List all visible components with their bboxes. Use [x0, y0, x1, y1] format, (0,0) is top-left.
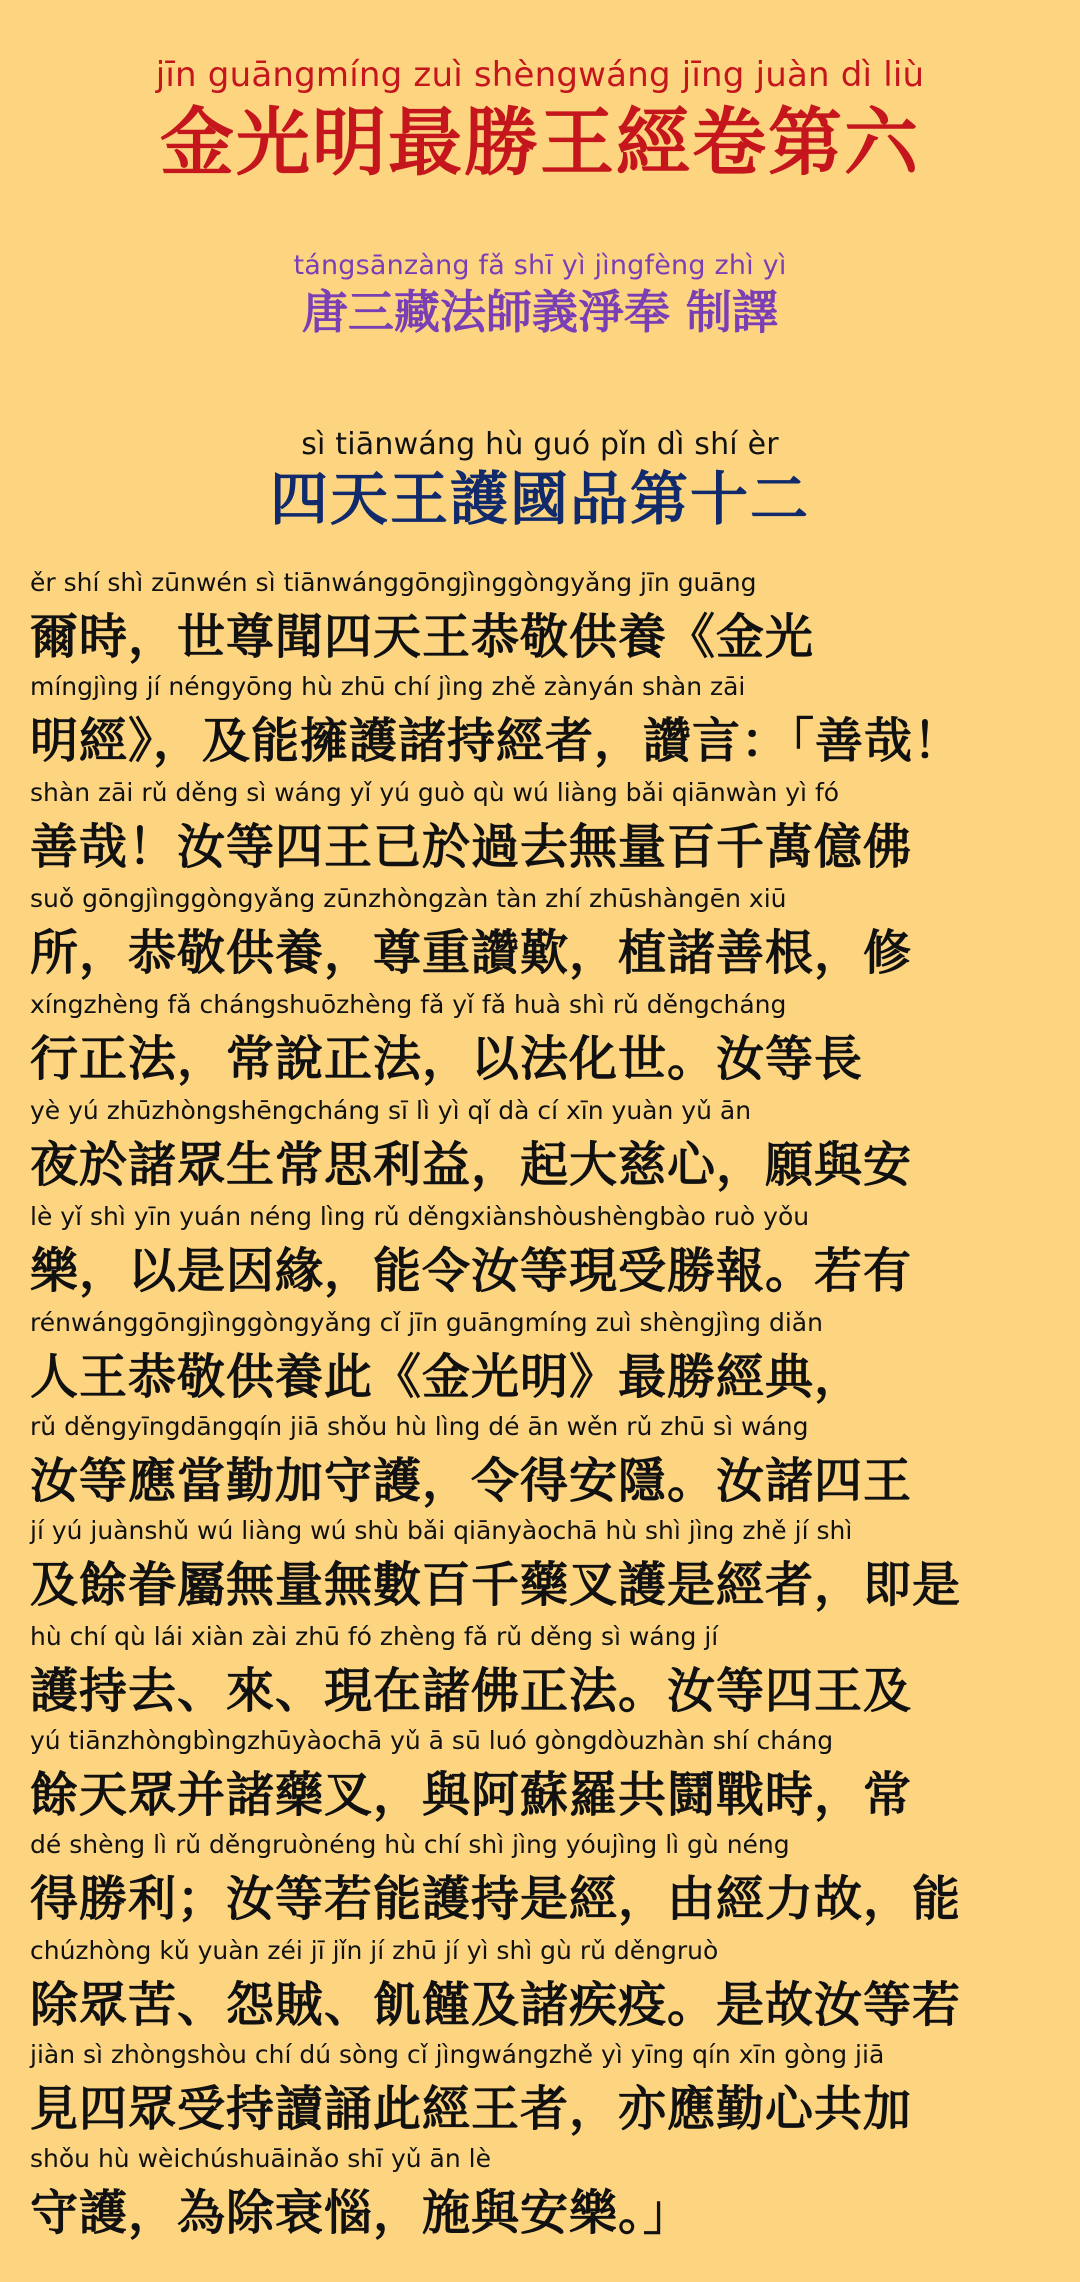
line-pinyin: hù chí qù lái xiàn zài zhū fó zhèng fǎ rǔ děng sì wáng jí [30, 1622, 719, 1651]
line-hanzi: 餘天眾并諸藥叉，與阿蘇羅共鬪戰時，常 [30, 1767, 913, 1823]
line-hanzi: 夜於諸眾生常思利益，起大慈心，願與安 [30, 1137, 913, 1193]
line-hanzi: 所，恭敬供養，尊重讚歎，植諸善根，修 [30, 925, 913, 981]
line-pinyin: rǔ děngyīngdāngqín jiā shǒu hù lìng dé ān wěn rǔ zhū sì wáng [30, 1412, 809, 1441]
line-hanzi: 汝等應當勤加守護，令得安隱。汝諸四王 [30, 1453, 913, 1509]
line-hanzi: 明經》，及能擁護諸持經者，讚言：「善哉！ [30, 713, 963, 769]
title-pinyin: jīn guāngmíng zuì shèngwáng jīng juàn dì liù [155, 55, 925, 95]
chapter-pinyin: sì tiānwáng hù guó pǐn dì shí èr [301, 427, 779, 462]
line-hanzi: 除眾苦、怨賊、飢饉及諸疾疫。是故汝等若 [30, 1977, 962, 2033]
line-pinyin: yú tiānzhòngbìngzhūyàochā yǔ ā sū luó gòngdòuzhàn shí cháng [30, 1726, 834, 1755]
line-pinyin: shàn zāi rǔ děng sì wáng yǐ yú guò qù wú liàng bǎi qiānwàn yì fó [30, 778, 840, 807]
line-pinyin: shǒu hù wèichúshuāinǎo shī yǔ ān lè [30, 2144, 491, 2173]
chapter-hanzi: 四天王護國品第十二 [269, 465, 810, 533]
title-hanzi: 金光明最勝王經卷第六 [160, 100, 920, 186]
line-pinyin: ěr shí shì zūnwén sì tiānwánggōngjìnggòngyǎng jīn guāng [30, 568, 757, 597]
line-hanzi: 人王恭敬供養此《金光明》最勝經典， [30, 1349, 864, 1405]
translator-hanzi: 唐三藏法師義淨奉 制譯 [301, 285, 778, 339]
line-pinyin: yè yú zhūzhòngshēngcháng sī lì yì qǐ dà cí xīn yuàn yǔ ān [30, 1096, 752, 1125]
line-hanzi: 樂，以是因緣，能令汝等現受勝報。若有 [30, 1243, 913, 1299]
line-hanzi: 護持去、來、現在諸佛正法。汝等四王及 [30, 1663, 913, 1719]
chapter-section [0, 427, 1080, 533]
line-pinyin: lè yǐ shì yīn yuán néng lìng rǔ děngxiànshòushèngbào ruò yǒu [30, 1202, 810, 1231]
line-pinyin: míngjìng jí néngyōng hù zhū chí jìng zhě zànyán shàn zāi [30, 672, 746, 701]
line-hanzi: 及餘眷屬無量無數百千藥叉護是經者，即是 [30, 1557, 962, 1613]
line-pinyin: jí yú juànshǔ wú liàng wú shù bǎi qiānyàochā hù shì jìng zhě jí shì [30, 1516, 853, 1545]
translator-section [0, 250, 1080, 339]
line-pinyin: rénwánggōngjìnggòngyǎng cǐ jīn guāngmíng zuì shèngjìng diǎn [30, 1308, 823, 1337]
line-hanzi: 守護，為除衰惱，施與安樂。」 [30, 2185, 693, 2241]
line-hanzi: 行正法，常說正法，以法化世。汝等長 [30, 1031, 864, 1087]
line-hanzi: 見四眾受持讀誦此經王者，亦應勤心共加 [30, 2081, 913, 2137]
line-pinyin: suǒ gōngjìnggòngyǎng zūnzhòngzàn tàn zhí zhūshàngēn xiū [30, 884, 787, 913]
translator-pinyin: tángsānzàng fǎ shī yì jìngfèng zhì yì [293, 250, 787, 281]
line-pinyin: dé shèng lì rǔ děngruònéng hù chí shì jìng yóujìng lì gù néng [30, 1830, 790, 1859]
line-pinyin: xíngzhèng fǎ chángshuōzhèng fǎ yǐ fǎ huà shì rǔ děngcháng [30, 990, 787, 1019]
line-hanzi: 善哉！汝等四王已於過去無量百千萬億佛 [30, 819, 913, 875]
line-pinyin: chúzhòng kǔ yuàn zéi jī jǐn jí zhū jí yì shì gù rǔ děngruò [30, 1936, 719, 1965]
line-hanzi: 爾時，世尊聞四天王恭敬供養《金光 [30, 609, 815, 665]
line-hanzi: 得勝利；汝等若能護持是經，由經力故，能 [30, 1871, 962, 1927]
title-section [0, 55, 1080, 186]
line-pinyin: jiàn sì zhòngshòu chí dú sòng cǐ jìngwángzhě yì yīng qín xīn gòng jiā [30, 2040, 885, 2069]
